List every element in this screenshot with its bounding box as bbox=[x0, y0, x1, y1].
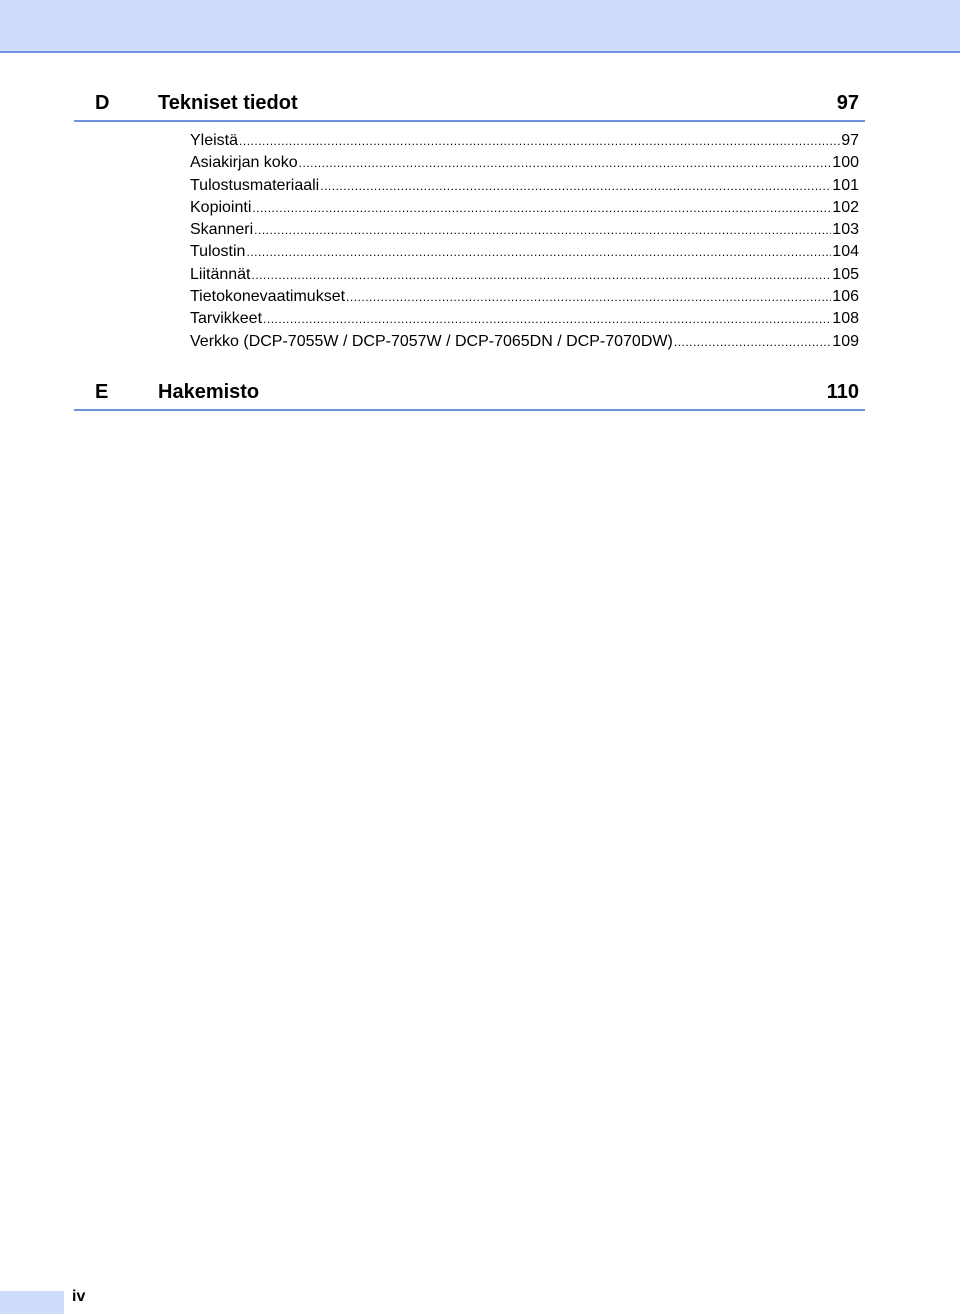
toc-entry-page: 101 bbox=[832, 176, 859, 194]
toc-entry-page: 102 bbox=[832, 198, 859, 216]
toc-entry[interactable] bbox=[190, 175, 859, 197]
toc-entry-page: 109 bbox=[832, 332, 859, 350]
toc-entry-page: 108 bbox=[832, 310, 859, 328]
toc-entry-page: 100 bbox=[832, 154, 859, 172]
header-band bbox=[0, 0, 960, 53]
toc-entry[interactable] bbox=[190, 130, 859, 152]
toc-entry-page: 104 bbox=[832, 243, 859, 261]
chapter-heading-d bbox=[74, 90, 865, 122]
toc-entry-label: Liitännät bbox=[190, 265, 251, 283]
toc-entry-list bbox=[190, 130, 859, 353]
toc-entry[interactable] bbox=[190, 219, 859, 241]
toc-entry-label: Tulostin bbox=[190, 243, 246, 261]
toc-entry-label: Asiakirjan koko bbox=[190, 154, 298, 172]
dot-leader bbox=[320, 175, 831, 197]
toc-entry-label: Kopiointi bbox=[190, 198, 252, 216]
footer-tab bbox=[0, 1291, 64, 1314]
toc-entry[interactable] bbox=[190, 152, 859, 174]
dot-leader bbox=[263, 308, 831, 330]
chapter-heading-e bbox=[74, 379, 865, 411]
toc-entry-label: Tulostusmateriaali bbox=[190, 176, 320, 194]
toc-entry-label: Verkko (DCP-7055W / DCP-7057W / DCP-7065DN / DCP-7070DW) bbox=[190, 332, 673, 350]
toc-entry-label: Yleistä bbox=[190, 132, 239, 149]
chapter-letter: D bbox=[95, 92, 110, 114]
toc-entry[interactable] bbox=[190, 286, 859, 308]
footer-page-number: iv bbox=[72, 1288, 86, 1305]
chapter-title: Tekniset tiedot bbox=[158, 92, 298, 114]
dot-leader bbox=[299, 152, 832, 174]
toc-entry-label: Tarvikkeet bbox=[190, 310, 263, 328]
dot-leader bbox=[252, 264, 832, 286]
toc-entry-label: Tietokonevaatimukset bbox=[190, 288, 346, 306]
dot-leader bbox=[674, 331, 831, 353]
dot-leader bbox=[246, 241, 831, 263]
toc-entry-page: 103 bbox=[832, 221, 859, 239]
toc-entry-page: 97 bbox=[841, 132, 859, 149]
dot-leader bbox=[239, 130, 840, 152]
chapter-title: Hakemisto bbox=[158, 381, 260, 403]
chapter-page-number: 110 bbox=[826, 381, 859, 403]
toc-entry[interactable] bbox=[190, 331, 859, 353]
toc-entry-label: Skanneri bbox=[190, 221, 254, 239]
toc-entry-page: 105 bbox=[832, 265, 859, 283]
toc-entry-page: 106 bbox=[832, 288, 859, 306]
chapter-letter: E bbox=[95, 381, 109, 403]
dot-leader bbox=[346, 286, 831, 308]
chapter-page-number: 97 bbox=[836, 92, 859, 114]
toc-entry[interactable] bbox=[190, 241, 859, 263]
dot-leader bbox=[252, 197, 831, 219]
toc-entry[interactable] bbox=[190, 264, 859, 286]
toc-entry[interactable] bbox=[190, 308, 859, 330]
toc-entry[interactable] bbox=[190, 197, 859, 219]
dot-leader bbox=[254, 219, 831, 241]
